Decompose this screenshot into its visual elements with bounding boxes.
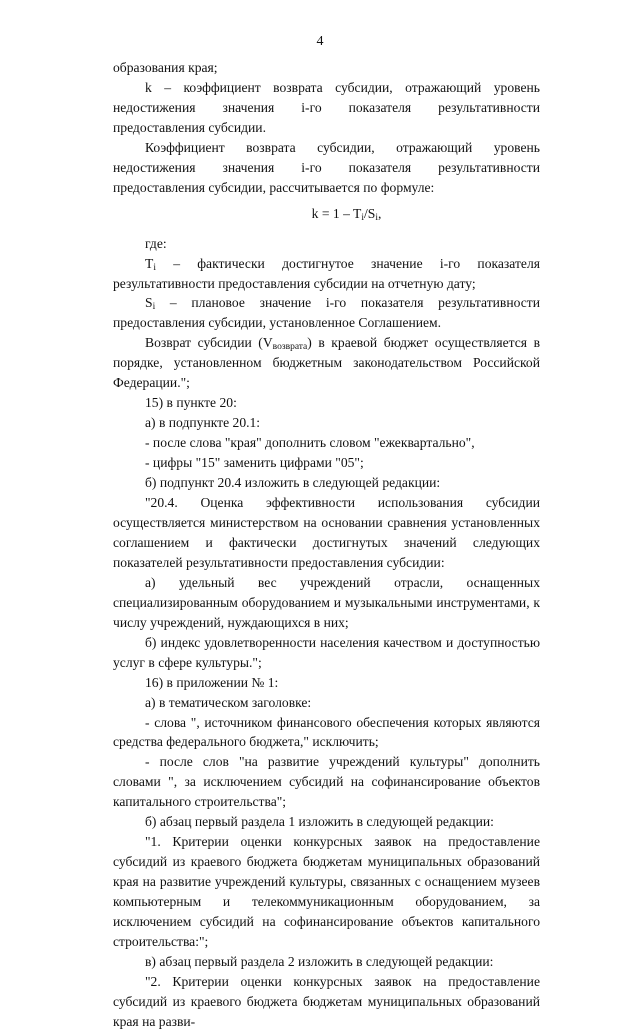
paragraph: - после слова "края" дополнить словом "ежеквартально", <box>145 435 475 451</box>
paragraph: "1. Критерии оценки конкурсных заявок на предоставление субсидий из краевого бюджета бюджетам муниципальных образований края на развитие учреждений культуры, связанных с оснащением музеев компьютерным и телекоммуникационным оборудованием, за исключением субсидий на софинансирование объектов капитального строительства:"; <box>113 834 540 949</box>
symbol: S <box>145 295 153 311</box>
text: Возврат субсидии (V <box>145 335 273 351</box>
paragraph: б) подпункт 20.4 изложить в следующей редакции: <box>145 475 441 491</box>
paragraph: а) в подпункте 20.1: <box>145 415 261 431</box>
paragraph: а) в тематическом заголовке: <box>145 694 312 710</box>
paragraph <box>113 333 540 393</box>
symbol: T <box>145 255 154 271</box>
paragraph: "2. Критерии оценки конкурсных заявок на предоставление субсидий из краевого бюджета бюджетам муниципальных образований края на разви- <box>113 973 540 1029</box>
subscript: i <box>152 302 156 313</box>
paragraph: k – коэффициент возврата субсидии, отражающий уровень недостижения значения i-го показателя результативности предоставления субсидии. <box>113 79 540 135</box>
paragraph: - после слов "на развитие учреждений культуры" дополнить словами ", за исключением субсидий на софинансирование объектов капитального строительства"; <box>113 754 540 810</box>
paragraph: в) абзац первый раздела 2 изложить в следующей редакции: <box>145 953 494 969</box>
page-number: 4 <box>316 34 324 49</box>
subscript: возврата <box>272 342 308 353</box>
paragraph: б) абзац первый раздела 1 изложить в следующей редакции: <box>145 814 494 830</box>
paragraph: - цифры "15" заменить цифрами "05"; <box>145 455 364 471</box>
formula-part: , <box>377 205 382 221</box>
definition-text: – фактически достигнутое значение i-го показателя результативности предоставления субсидии на отчетную дату; <box>113 255 540 291</box>
paragraph <box>113 293 540 333</box>
paragraph: 15) в пункте 20: <box>145 395 237 411</box>
paragraph: образования края; <box>113 60 218 75</box>
paragraph: Коэффициент возврата субсидии, отражающий уровень недостижения значения i-го показателя результативности предоставления субсидии, рассчитывается по формуле: <box>113 139 540 195</box>
paragraph: а) удельный вес учреждений отрасли, оснащенных специализированным оборудованием и музыкальными инструментами, к числу учреждений, нуждающихся в них; <box>113 574 540 630</box>
paragraph: "20.4. Оценка эффективности использования субсидии осуществляется министерством на основании сравнения установленных соглашением и фактически достигнутых значений следующих показателей результативности предоставления субсидии: <box>113 495 540 570</box>
text: ) в краевой бюджет осуществляется в порядке, установленном бюджетным законодательством Российской Федерации."; <box>113 335 540 391</box>
formula-part: k = 1 – T <box>311 205 362 221</box>
paragraph: б) индекс удовлетворенности населения качеством и доступностью услуг в сфере культуры."; <box>113 634 540 670</box>
formula-subscript: i <box>375 212 378 223</box>
subscript: i <box>153 262 156 273</box>
formula-part: /S <box>363 205 376 221</box>
paragraph <box>113 254 540 294</box>
formula <box>113 204 540 224</box>
formula-subscript: i <box>361 212 364 223</box>
paragraph: 16) в приложении № 1: <box>145 674 279 690</box>
paragraph: где: <box>145 235 167 251</box>
definition-text: – плановое значение i-го показателя результативности предоставления субсидии, установленное Соглашением. <box>113 295 540 331</box>
document-body <box>113 58 540 1032</box>
paragraph: - слова ", источником финансового обеспечения которых являются средства федерального бюджета," исключить; <box>113 714 540 750</box>
